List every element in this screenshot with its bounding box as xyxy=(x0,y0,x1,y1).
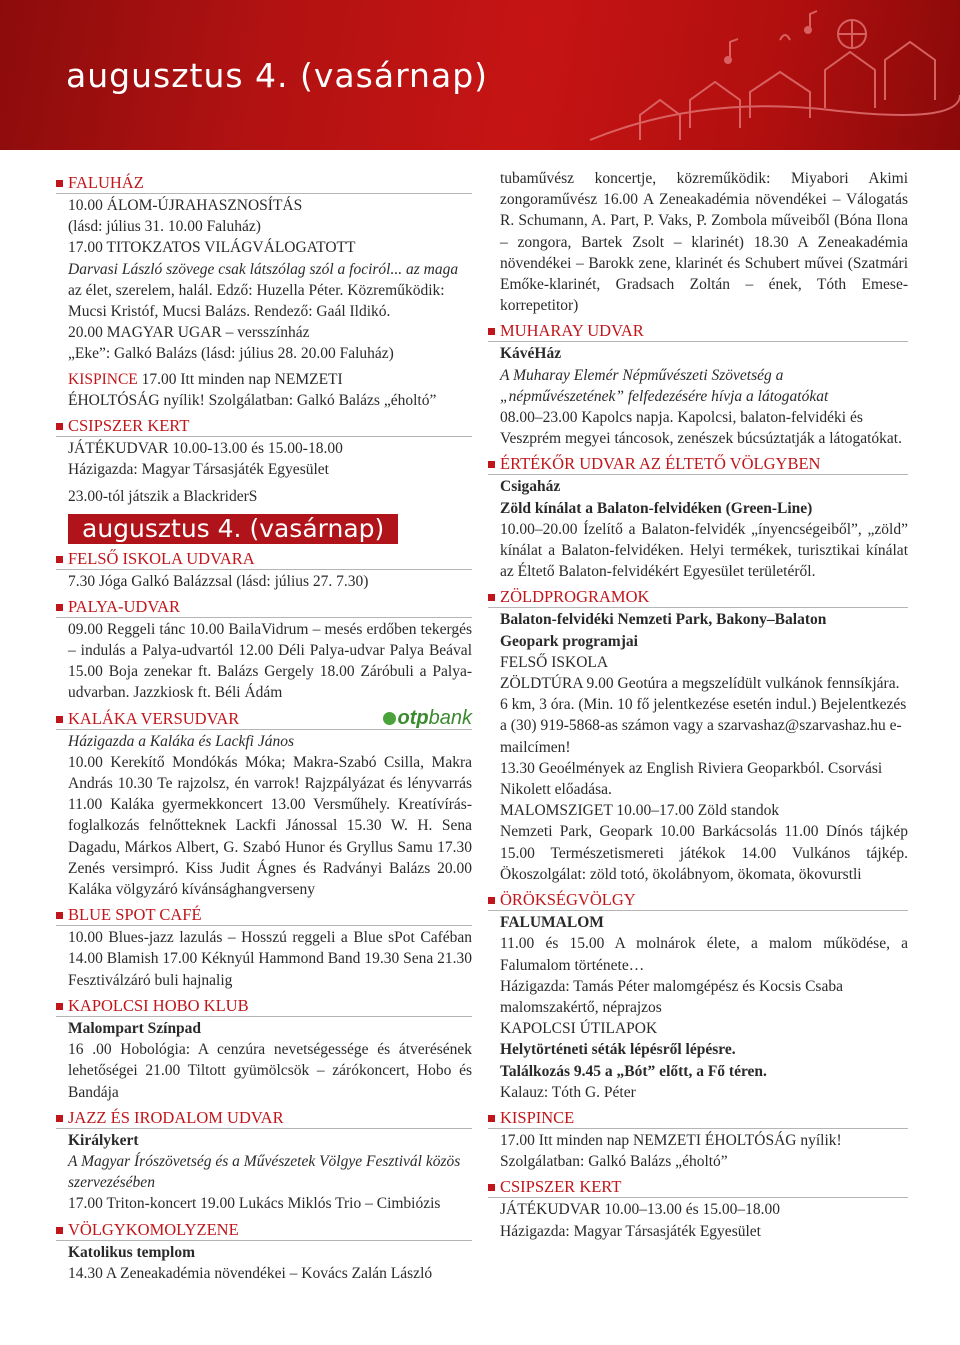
venue: Katolikus templom xyxy=(68,1243,196,1261)
venue: FELSŐ ISKOLA xyxy=(500,653,609,671)
section-heading: CSIPSZER KERT xyxy=(56,415,472,437)
section-bluespot xyxy=(56,904,472,991)
venue: FALUMALOM xyxy=(500,914,604,932)
section-heading: FELSŐ ISKOLA UDVARA xyxy=(56,548,472,570)
section-heading: KISPINCE xyxy=(68,370,138,388)
host-name: Magyar Társasjáték Egyesület xyxy=(573,1222,761,1240)
host-line: Házigazda: Tamás Péter malomgépész és Kocsis Csaba malomszakértő, néprajzos xyxy=(500,977,843,1016)
program-line: „Eke”: Galkó Balázs (lásd: július 28. 20.00 Faluház) xyxy=(68,345,394,363)
village-illustration xyxy=(580,0,960,150)
section-heading: MUHARAY UDVAR xyxy=(488,320,908,342)
section-csipszer xyxy=(56,415,472,508)
program-text: 11.00 és 15.00 A molnárok élete, a malom működése, a Falumalom története… xyxy=(500,935,908,974)
venue: Csigaház xyxy=(500,478,561,496)
meeting-point: Találkozás 9.45 a „Bót” előtt, a Fő téren. xyxy=(500,1062,767,1080)
program-text: tubaművész koncertje, közreműködik: Miyabori Akimi zongoraművész 16.00 A Zeneakadémia növendékei – Válogatás R. Schumann, A. Part, P. Vaks, P. Zombola műveiből (Bóna Ilona – zongora, Bartek Zsolt – klarinét) 18.30 A Zeneakadémia növendékei – Barokk zene, klarinét és Schubert művei (Szatmári Emőke-klarinét, Gradsach Zoltán – ének, Tóth Emese-korrepetitor) xyxy=(500,170,908,315)
host-label: Házigazda: xyxy=(68,461,142,479)
venue: KávéHáz xyxy=(500,345,562,363)
organizer: A Magyar Írószövetség és a Művészetek Völgye Fesztivál közös szervezésében xyxy=(68,1152,461,1192)
logo-text-bank: bank xyxy=(428,706,472,729)
section-heading: KISPINCE xyxy=(488,1107,908,1129)
host-line: Házigazda a Kaláka és Lackfi János xyxy=(68,732,295,750)
host-label: Házigazda: xyxy=(500,1222,574,1240)
section-kalaka xyxy=(56,708,472,901)
section-heading: ÖRÖKSÉGVÖLGY xyxy=(488,889,908,911)
section-felso xyxy=(56,548,472,592)
venue: Malompart Színpad xyxy=(68,1019,202,1037)
program-text: 16 .00 Hobológia: A cenzúra nevetségessége és átverésének lehetőségei 21.00 Tiltott gyümölcsök – zárókoncert, Hobo és Bandája xyxy=(68,1041,472,1101)
section-kispince-right xyxy=(488,1107,908,1172)
program-text: 08.00–23.00 Kapolcs napja. Kapolcsi, balaton-felvidéki és Veszprém megyei táncosok, zenészek búcsúztatják a látogatókat. xyxy=(500,409,902,448)
otp-circle-icon xyxy=(383,712,396,725)
program-line: 10.00 ÁLOM-ÚJRAHASZNOSÍTÁS xyxy=(68,197,303,214)
program-text: Nemzeti Park, Geopark 10.00 Barkácsolás 11.00 Dínós tájkép 15.00 Természetismereti játékok 14.00 Vulkános tájkép. Ökoszolgálat: zöld totó, ökolábnyom, ökomata, ökovurstli xyxy=(500,823,908,883)
section-volgy xyxy=(56,1219,472,1284)
logo-text: otp xyxy=(397,706,429,729)
section-heading: JAZZ ÉS IRODALOM UDVAR xyxy=(56,1107,472,1129)
sub-banner: augusztus 4. (vasárnap) xyxy=(68,514,398,544)
banner-title: augusztus 4. (vasárnap) xyxy=(66,56,489,95)
header-banner xyxy=(0,0,960,150)
section-kispince xyxy=(56,369,472,411)
program-line: az élet, szerelem, halál. Edző: Huzella Péter. Közreműködik: xyxy=(68,281,445,299)
section-heading: FALUHÁZ xyxy=(56,172,472,194)
subtitle: Geopark programjai xyxy=(500,632,638,650)
program-line: 20.00 MAGYAR UGAR – versszínház xyxy=(68,324,310,342)
section-heading: PALYA-UDVAR xyxy=(56,596,472,618)
section-heading: KALÁKA VERSUDVAR xyxy=(56,708,472,730)
subtitle: Balaton-felvidéki Nemzeti Park, Bakony–Balaton xyxy=(500,611,827,629)
program-text: 17.00 Triton-koncert 19.00 Lukács Miklós Trio – Cimbiózis xyxy=(68,1195,441,1213)
section-hobo xyxy=(56,995,472,1103)
section-heading: CSIPSZER KERT xyxy=(488,1176,908,1198)
right-column xyxy=(488,168,908,1242)
program-line: 23.00-tól játszik a BlackriderS xyxy=(68,488,258,506)
section-heading: ÉRTÉKŐR UDVAR AZ ÉLTETŐ VÖLGYBEN xyxy=(488,453,908,475)
section-heading: VÖLGYKOMOLYZENE xyxy=(56,1219,472,1241)
program-line: JÁTÉKUDVAR 10.00-13.00 és 15.00-18.00 xyxy=(68,440,343,458)
section-orokseg xyxy=(488,889,908,1103)
program-line: 17.00 Itt minden nap NEMZETI xyxy=(141,370,343,388)
program-text: 09.00 Reggeli tánc 10.00 BailaVidrum – mesés erdőben tekergés – indulás a Palya-udvartól 12.00 Déli Palya-udvar Palya Beával 15.00 Boja zenekar ft. Balázs Gergely 18.00 Záróbuli a Palya-udvarban. Jazzkiosk ft. Béli Ádám xyxy=(68,620,472,702)
program-line: ÉHOLTÓSÁG nyílik! Szolgálatban: Galkó Balázs „éholtó” xyxy=(68,391,437,409)
host-name: Magyar Társasjáték Egyesület xyxy=(141,461,329,479)
section-heading: ZÖLDPROGRAMOK xyxy=(488,586,908,608)
section-faluhaz xyxy=(56,172,472,365)
program-text: 13.30 Geoélmények az English Riviera Geoparkból. Csorvási Nikolett előadása. xyxy=(500,759,883,799)
section-jazz xyxy=(56,1107,472,1215)
program-line: 17.00 Itt minden nap NEMZETI ÉHOLTÓSÁG nyílik! xyxy=(500,1131,842,1149)
program-text: 10.00–20.00 Ízelítő a Balaton-felvidék „ínyencségeiből”, „zöld” kínálat a Balaton-felvidéken. Helyi termékek, turisztikai kínálat az Éltető Balaton-felvidékért Egyesület területéről. xyxy=(500,520,908,581)
program-line: Mucsi Kristóf, Mucsi Balázs. Rendező: Gaál Ildikó. xyxy=(68,303,391,321)
section-heading: KAPOLCSI HOBO KLUB xyxy=(56,995,472,1017)
section-csipszer-right xyxy=(488,1176,908,1241)
otpbank-logo xyxy=(383,708,472,729)
program-line: 17.00 TITOKZATOS VILÁGVÁLOGATOTT xyxy=(68,239,356,257)
subtitle: Zöld kínálat a Balaton-felvidéken (Green-Line) xyxy=(500,499,813,517)
program-line: JÁTÉKUDVAR 10.00–13.00 és 15.00–18.00 xyxy=(500,1201,781,1219)
section-palya xyxy=(56,596,472,704)
organizer: A Muharay Elemér Népművészeti Szövetség a „népművészetének” felfedezésére hívja a látogatókat xyxy=(500,366,829,405)
venue: KAPOLCSI ÚTILAPOK xyxy=(500,1020,658,1038)
section-ertekor xyxy=(488,453,908,582)
section-muharay xyxy=(488,320,908,449)
program-line: Darvasi László szövege csak látszólag szól a fociról... az maga xyxy=(68,260,459,278)
section-heading: BLUE SPOT CAFÉ xyxy=(56,904,472,926)
section-zold xyxy=(488,586,908,885)
program-line: 7.30 Jóga Galkó Balázzsal (lásd: július 27. 7.30) xyxy=(68,572,369,590)
left-column xyxy=(56,168,472,1284)
venue: Királykert xyxy=(68,1131,139,1149)
program-text: ZÖLDTÚRA 9.00 Geotúra a megszelídült vulkánok fennsíkjára. 6 km, 3 óra. (Min. 10 fő jelentkezése esetén indul.) Bejelentkezés a (30) 919-5868-as számon vagy a szarvashaz@szarvashaz.hu e-mailcímen! xyxy=(500,675,907,756)
program-line: Szolgálatban: Galkó Balázs „éholtó” xyxy=(500,1153,728,1171)
subtitle: Helytörténeti séták lépésről lépésre. xyxy=(500,1041,736,1059)
program-line: (lásd: július 31. 10.00 Faluház) xyxy=(68,218,261,236)
guide: Kalauz: Tóth G. Péter xyxy=(500,1083,636,1101)
program-text: 10.00 Kerekítő Mondókás Móka; Makra-Szabó Csilla, Makra András 10.30 Te rajzolsz, én varrok! Rajzpályázat és lényvarrás 11.00 Kaláka gyermekkoncert 13.00 Versműhely. Kreatívírás-foglalkozás felnőtteknek Lackfi Jánossal 15.30 W. H. Sena Dagadu, Márkos Albert, G. Szabó Hunor és Gryllus Samu 17.30 Zenés versimpró. Kiss Judit Ágnes és Radványi Balázs 20.00 Kaláka völgyzáró kívánsághangverseny xyxy=(68,753,472,899)
program-text: 14.30 A Zeneakadémia növendékei – Kovács Zalán László xyxy=(68,1264,433,1282)
program-text: 10.00 Blues-jazz lazulás – Hosszú reggeli a Blue sPot Caféban 14.00 Blamish 17.00 Kéknyúl Hammond Band 19.30 Sena 21.30 Fesztiválzáró buli hajnalig xyxy=(68,929,472,989)
program-text: MALOMSZIGET 10.00–17.00 Zöld standok xyxy=(500,802,780,820)
